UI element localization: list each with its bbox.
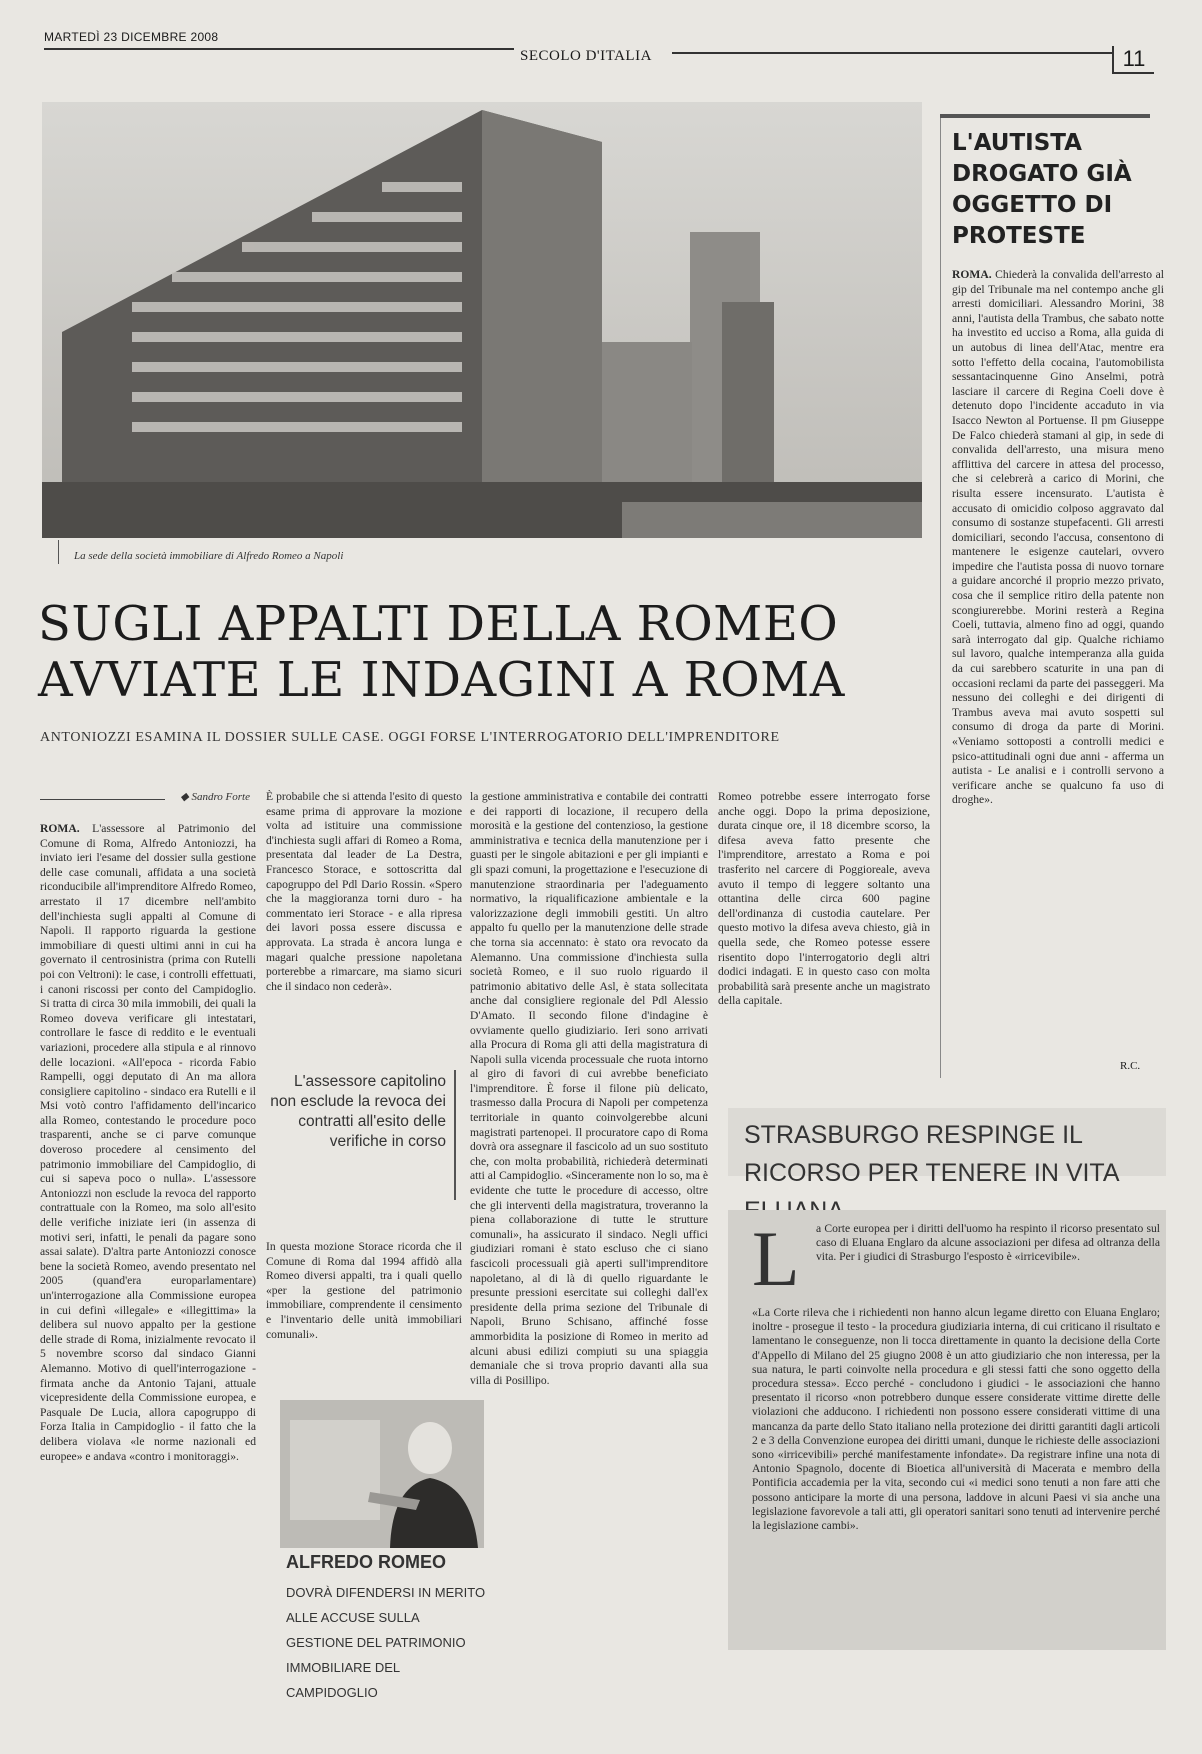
- headline-line-2: AVVIATE LE INDAGINI A ROMA: [38, 652, 845, 708]
- article-column-3: la gestione amministrativa e contabile dei contratti e dei rapporti di locazione, il recupero della morosità e la gestione del contenzioso, la gestione amministrativa e tecnica della manutenzione per i guasti per le singole abitazioni e per gli impianti e gli spazi comuni, la progettazione e l'esecuzione di manutenzione straordinaria per l'adeguamento normativo, la riqualificazione ambientale e la valorizzazione degli immobili gestiti. Un altro appalto fu quello per la manutenzione delle strade che torna sia accennato: è stato ora revocato da Alemanno. Una commissione d'inchiesta sulla società Romeo, e il suo ruolo riguardo il patrimonio abitativo delle Asl, è stata sollecitata anche dal consigliere regionale del Pdl Alessio D'Amato. Il secondo filone d'indagine è ovviamente quello giudiziario. Ieri sono arrivati alla Procura di Roma gli atti della magistratura di Napoli sulla vicenda processuale che ruota intorno al giro di favori di cui avrebbe beneficiato l'imprenditore. È forse il filone più delicato, trasmesso dalla Procura di Napoli per competenza territoriale in quanto coinvolgerebbe alcuni magistrati partenopei. Il procuratore capo di Roma dovrà ora assegnare il fascicolo ad un suo sostituto che, con molta probabilità, richiederà determinati atti al Campidoglio. «Sinceramente non lo so, ma è evidente che tutte le procedure di accesso, oltre che gli interventi della magistratura, troveranno la piena collaborazione di tutte le strutture comunali», ha assicurato il sindaco. Negli uffici giudiziari romani è stato escluso che ci siano fascicoli processuali già aperti sull'imprenditore napoletano, al di là di quello riguardante le presunte pressioni esercitate sui colleghi dall'ex presidente della prima sezione del Tribunale di Napoli, Bruno Schisano, affinché fosse ammorbidita la posizione di Romeo in merito ad alcuni abusi edilizi compiuti su una spiaggia demaniale che si trova proprio davanti alla sua villa di Posillipo.: [470, 790, 708, 1387]
- sidebar-top-rule: [940, 114, 1150, 118]
- issue-date: MARTEDÌ 23 DICEMBRE 2008: [44, 30, 219, 44]
- portrait-photo: [280, 1400, 484, 1548]
- sidebar-body: [952, 268, 1164, 1058]
- article-column-2-continued: In questa mozione Storace ricorda che il Comune di Roma dal 1994 affidò alla Romeo diversi appalti, tra i quali quello «per la gestione del patrimonio immobiliare, comprendente il censimento e l'inventario delle unità immobiliari comunali».: [266, 1240, 462, 1341]
- strasburgo-title: STRASBURGO RESPINGE IL RICORSO PER TENERE IN VITA: [744, 1121, 1119, 1187]
- strasburgo-body: «La Corte rileva che i richiedenti non hanno alcun legame diretto con Eluana Englaro; inoltre - prosegue il testo - la procedura giudiziaria interna, di cui criticano il risultato e lamentano le conseguenze, non li tocca direttamente in quanto la decisione della Corte d'Appello di Milano del 25 giugno 2008 è un atto giudiziario che non interessa, per la sua natura, le parti coinvolte nella procedura e gli stessi fatti che sono oggetto della procedura stessa». Ecco perché - concludono i giudici - le associazioni che hanno presentato il ricorso «non potrebbero dunque essere considerate vittime dirette delle violazioni che adducono. I richiedenti non possono essere considerati vittime di una mancanza da parte dello Stato italiano nella protezione dei diritti garantiti dagli articoli 2 e 3 della Convenzione europea dei diritti umani, dunque le richieste delle associazioni sono «irricevibili» perché manifestamente infondate». Da registrare infine una nota di Antonio Spagnolo, docente di Bioetica all'università di Macerata e membro della Pontificia accademia per la vita, secondo cui «i medici sono tenuti a non fare atti che possono anticipare la morte di una persona, laddove in alcuni Paesi vi sia anche una legislazione favorevole a tali atti, gli operatori sanitari sono tenuti ad intervenire perché la legislazione cambi».: [752, 1306, 1160, 1533]
- portrait-name: ALFREDO ROMEO: [286, 1552, 446, 1572]
- dateline: ROMA.: [40, 822, 80, 835]
- page-number: 11: [1112, 46, 1154, 74]
- portrait-caption: DOVRÀ DIFENDERSI IN MERITO ALLE ACCUSE SULLA GESTIONE DEL PATRIMONIO IMMOBILIARE DEL CAMPIDOGLIO: [286, 1585, 486, 1700]
- article-author: ◆ Sandro Forte: [180, 791, 250, 803]
- building-photo: [42, 102, 922, 538]
- sidebar-signature: R.C.: [1120, 1060, 1141, 1072]
- caption-rule: [58, 540, 59, 564]
- pull-quote: L'assessore capitolino non esclude la revoca dei contratti all'esito delle verifiche in corso: [270, 1073, 446, 1150]
- author-name: Sandro Forte: [191, 791, 250, 803]
- header-rule-left: [44, 48, 514, 50]
- drop-cap: L: [752, 1215, 800, 1302]
- article-column-4: Romeo potrebbe essere interrogato forse anche oggi. Dopo la prima deposizione, durata cinque ore, il 18 dicembre scorso, la difesa aveva fatto presente che l'imprenditore, arrestato a Roma e poi trasferito nel carcere di Poggioreale, aveva avuto il tempo di leggere soltanto una ottantina delle circa 600 pagine dell'ordinanza di custodia cautelare. Per questo motivo la difesa aveva chiesto, già in quella sede, che Romeo potesse essere risentito dopo l'interrogatorio degli altri dodici indagati. E in questo caso con molta probabilità sarà presente anche un magistrato della capitale.: [718, 790, 930, 1008]
- header-rule-right: [672, 52, 1112, 54]
- strasburgo-intro: a Corte europea per i diritti dell'uomo ha respinto il ricorso presentato sul caso di Eluana Englaro da alcune associazioni per difesa ad oltranza della vita. Per i giudici di Strasburgo l'esposto è «irricevibile».: [816, 1222, 1160, 1264]
- headline-line-1: SUGLI APPALTI DELLA ROMEO: [38, 596, 839, 652]
- sidebar-text: Chiederà la convalida dell'arresto al gip del Tribunale ma nel contempo anche gli arresti domiciliari. Alessandro Morini, 38 anni, l'autista della Trambus, che sabato notte ha investito ed ucciso a Roma, alla guida di un autobus di linea dell'Atac, mentre era sotto l'effetto della cocaina, l'automobilista sessantacinquenne Gino Anselmi, potrà lasciare il carcere di Regina Coeli dove è detenuto dopo l'incidente accaduto in via Isacco Newton al Portuense. Il pm Giuseppe De Falco chiederà stamani al gip, in sede di convalida dell'arresto, una misura meno afflittiva del carcere in attesa del processo, che si celebrerà a carico di Morini, che risulta essere incensurato. L'autista è accusato di omicidio colposo aggravato dal consumo di sostanze stupefacenti. Gli arresti domiciliari, secondo l'accusa, consentono di mantenere le esigenze cautelari, ovvero impedire che l'autista possa di nuovo tornare a guidare ancorché il proprio mezzo privato, cosa che il semplice ritiro della patente non scongiurerebbe. Morini resterà a Regina Coeli, tuttavia, almeno fino ad oggi, quando sarà interrogato dal gip. Qualche richiamo sul lavoro, qualche intemperanza alla guida da cui sarebbero scaturite in una pan di occasioni reclami da parte dei passeggeri. Ma nessuno dei colleghi e dei dirigenti di Trambus aveva mai avuto sospetti sul consumo di droga da parte di Morini. «Veniamo sottoposti a controlli medici e psico-attitudinali ogni due anni - afferma un autista - Le analisi e i controlli servono a verificare anche se qualcuno fa uso di droghe».: [952, 268, 1164, 807]
- article-column-1: [40, 822, 256, 1722]
- article-column-2: È probabile che si attenda l'esito di questo esame prima di approvare la mozione volta ad istituire una commissione d'inchiesta sugli affari di Romeo a Roma, presentata dal leader de La Destra, Francesco Storace, e sottoscritta dal capogruppo del Pdl Dario Rossin. «Spero che la maggioranza torni duro - ha commentato ieri Storace - e alla ripresa dei lavori possa essere discussa e approvata. La strada è ancora lunga e magari qualche pressione napoletana porterebbe a rimarcare, ma siamo sicuri che il sindaco non cederà».: [266, 790, 462, 993]
- publication-name: SECOLO D'ITALIA: [520, 48, 652, 64]
- sidebar-title: L'AUTISTA DROGATO GIÀ OGGETTO DI PROTESTE: [952, 130, 1132, 249]
- article-subhead: ANTONIOZZI ESAMINA IL DOSSIER SULLE CASE. OGGI FORSE L'INTERROGATORIO DELL'IMPRENDITORE: [40, 730, 780, 745]
- column-1-text: L'assessore al Patrimonio del Comune di Roma, Alfredo Antoniozzi, ha inviato ieri l'esame del dossier sulla gestione delle case comunali, affidata a una società riconducibile all'imprenditore Alfredo Romeo, arrestato il 17 dicembre nell'ambito dell'inchiesta sugli appalti al Comune di Napoli. Il rapporto riguarda la gestione immobiliare di questi ultimi anni in cui ha governato il centrosinistra (prima con Rutelli poi con Veltroni): le case, i controlli effettuati, i canoni riscossi per conto del Campidoglio. Si tratta di circa 30 mila immobili, dei quali la Romeo doveva verificare gli intestatari, controllare le fasce di reddito e le eventuali variazioni, procedere alla stipula e al rinnovo delle locazioni. «All'epoca - ricorda Fabio Rampelli, oggi deputato di An ma allora consigliere capitolino - sindaco era Rutelli e il Msi votò contro l'affidamento dell'incarico alla Romeo, contestando le procedure poco trasparenti, anche se ci parve comunque doveroso procedere al censimento del patrimonio immobiliare del Campidoglio, di cui si sapeva poco o nulla». L'assessore Antoniozzi non esclude la revoca del rapporto contrattuale con la Romeo, ma solo all'esito delle verifiche iniziate ieri (in assenza di motivi seri, infatti, le penali da pagare sono assai salate). D'altra parte Antoniozzi conosce bene la società Romeo, avendo presentato nel 2005 (quand'era europarlamentare) un'interrogazione alla Commissione europea in cui definì «illegale» e «illegittima» la delibera sul nuovo appalto per la gestione delle strade di Roma, inizialmente revocato il 5 novembre scorso dal sindaco Gianni Alemanno. Motivo di quell'interrogazione - firmata anche da Antonio Tajani, attuale vicepresidente della Commissione europea, e Pasquale De Lucia, allora capogruppo di Forza Italia in Campidoglio - il fatto che la delibera violava «le norme nazionali ed europee» e andava «contro i monitoraggi».: [40, 822, 256, 1463]
- photo-caption: La sede della società immobiliare di Alfredo Romeo a Napoli: [74, 550, 344, 562]
- sidebar-dateline: ROMA.: [952, 268, 992, 281]
- article-headline: [38, 596, 918, 708]
- pull-quote-rule: [454, 1070, 456, 1200]
